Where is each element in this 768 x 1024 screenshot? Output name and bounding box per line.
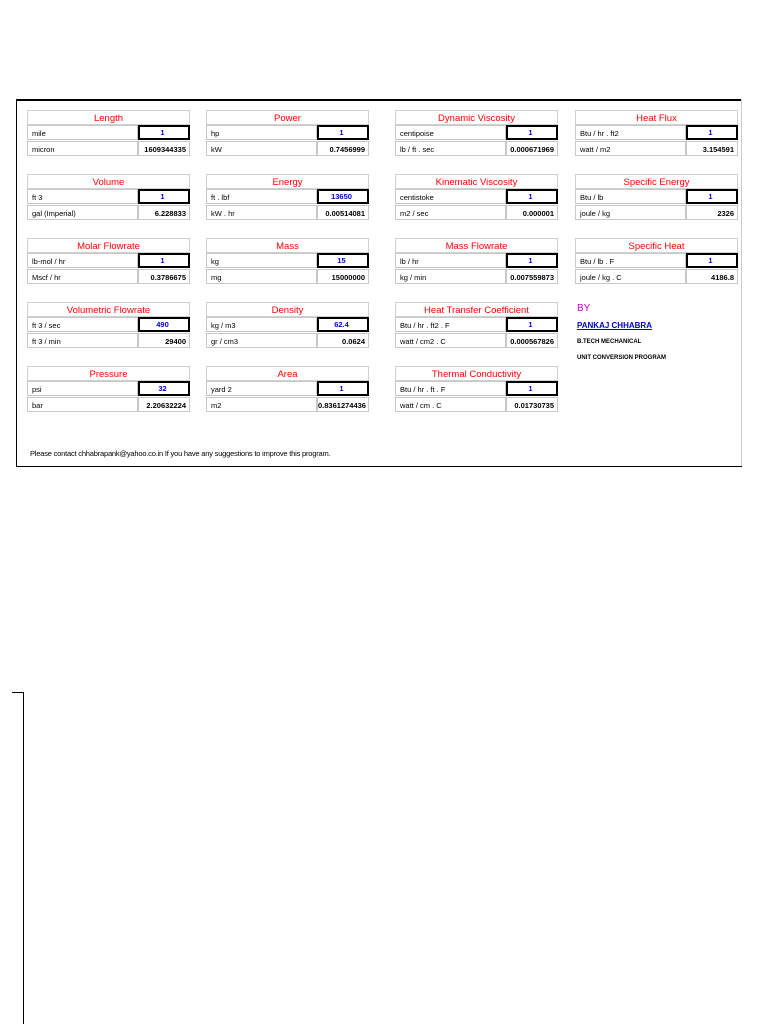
output-unit-label: watt / cm . C <box>395 397 506 412</box>
output-row <box>27 269 190 284</box>
input-row <box>395 125 558 140</box>
output-unit-label: lb / ft . sec <box>395 141 506 156</box>
contact-footer: Please contact chhabrapank@yahoo.co.in If you have any suggestions to improve this program. <box>30 449 331 458</box>
output-unit-label: ft 3 / min <box>27 333 138 348</box>
input-row <box>575 125 738 140</box>
output-value-cell: 6.228833 <box>138 205 190 220</box>
input-row <box>206 253 369 268</box>
output-value-cell: 0.00514081 <box>317 205 369 220</box>
output-unit-label: gr / cm3 <box>206 333 317 348</box>
output-value-cell: 4186.8 <box>686 269 738 284</box>
output-unit-label: m2 <box>206 397 317 412</box>
input-value-cell[interactable]: 1 <box>686 253 738 268</box>
output-value-cell: 0.007559873 <box>506 269 558 284</box>
conversion-box <box>27 302 190 348</box>
input-value-cell[interactable]: 15 <box>317 253 369 268</box>
conversion-title: Thermal Conductivity <box>395 366 558 381</box>
conversion-box <box>206 238 369 284</box>
conversion-title: Volume <box>27 174 190 189</box>
conversion-box <box>395 238 558 284</box>
output-unit-label: mg <box>206 269 317 284</box>
output-row <box>575 141 738 156</box>
output-row <box>206 333 369 348</box>
input-row <box>27 253 190 268</box>
input-value-cell[interactable]: 1 <box>138 125 190 140</box>
author-link[interactable]: PANKAJ CHHABRA <box>577 321 652 330</box>
conversion-title: Mass Flowrate <box>395 238 558 253</box>
output-value-cell: 15000000 <box>317 269 369 284</box>
input-value-cell[interactable]: 1 <box>506 317 558 332</box>
output-value-cell: 29400 <box>138 333 190 348</box>
conversion-title: Dynamic Viscosity <box>395 110 558 125</box>
input-value-cell[interactable]: 1 <box>317 381 369 396</box>
input-unit-label: ft 3 <box>27 189 138 204</box>
output-value-cell: 0.8361274436 <box>317 397 369 412</box>
output-row <box>206 141 369 156</box>
output-value-cell: 0.01730735 <box>506 397 558 412</box>
input-value-cell[interactable]: 1 <box>686 125 738 140</box>
input-row <box>395 189 558 204</box>
input-unit-label: mile <box>27 125 138 140</box>
input-unit-label: Btu / hr . ft2 <box>575 125 686 140</box>
input-unit-label: ft . lbf <box>206 189 317 204</box>
input-value-cell[interactable]: 1 <box>317 125 369 140</box>
conversion-title: Pressure <box>27 366 190 381</box>
output-row <box>395 397 558 412</box>
input-value-cell[interactable]: 1 <box>138 189 190 204</box>
conversion-box <box>575 110 738 156</box>
output-value-cell: 0.3786675 <box>138 269 190 284</box>
input-row <box>575 189 738 204</box>
input-value-cell[interactable]: 1 <box>138 253 190 268</box>
output-row <box>575 205 738 220</box>
input-unit-label: kg <box>206 253 317 268</box>
conversion-title: Specific Energy <box>575 174 738 189</box>
output-row <box>206 205 369 220</box>
conversion-title: Heat Transfer Coefficient <box>395 302 558 317</box>
output-unit-label: kW . hr <box>206 205 317 220</box>
page-bracket-side <box>23 692 24 1024</box>
output-row <box>395 205 558 220</box>
conversion-title: Volumetric Flowrate <box>27 302 190 317</box>
input-unit-label: centistoke <box>395 189 506 204</box>
output-value-cell: 0.000671969 <box>506 141 558 156</box>
input-unit-label: centipoise <box>395 125 506 140</box>
sheet-right-border <box>741 99 742 467</box>
output-row <box>27 333 190 348</box>
author-degree: B.TECH MECHANICAL <box>577 339 642 345</box>
output-row <box>395 269 558 284</box>
input-row <box>27 189 190 204</box>
conversion-box <box>575 174 738 220</box>
output-value-cell: 0.000567826 <box>506 333 558 348</box>
input-row <box>206 317 369 332</box>
output-unit-label: bar <box>27 397 138 412</box>
conversion-box <box>395 174 558 220</box>
output-unit-label: joule / kg <box>575 205 686 220</box>
input-row <box>206 125 369 140</box>
input-row <box>206 381 369 396</box>
conversion-box <box>395 302 558 348</box>
output-unit-label: watt / m2 <box>575 141 686 156</box>
output-value-cell: 2326 <box>686 205 738 220</box>
conversion-title: Molar Flowrate <box>27 238 190 253</box>
input-value-cell[interactable]: 1 <box>506 381 558 396</box>
conversion-title: Heat Flux <box>575 110 738 125</box>
input-value-cell[interactable]: 490 <box>138 317 190 332</box>
input-unit-label: kg / m3 <box>206 317 317 332</box>
program-name: UNIT CONVERSION PROGRAM <box>577 355 667 361</box>
input-row <box>27 317 190 332</box>
output-value-cell: 0.000001 <box>506 205 558 220</box>
conversion-title: Kinematic Viscosity <box>395 174 558 189</box>
input-value-cell[interactable]: 32 <box>138 381 190 396</box>
output-unit-label: watt / cm2 . C <box>395 333 506 348</box>
output-value-cell: 0.7456999 <box>317 141 369 156</box>
input-unit-label: Btu / hr . ft2 . F <box>395 317 506 332</box>
conversion-box <box>27 174 190 220</box>
input-row <box>395 253 558 268</box>
input-unit-label: Btu / lb <box>575 189 686 204</box>
output-row <box>27 141 190 156</box>
conversion-box <box>27 366 190 412</box>
input-value-cell[interactable]: 1 <box>506 253 558 268</box>
output-row <box>206 269 369 284</box>
sheet-bottom-border <box>16 466 742 467</box>
output-row <box>27 205 190 220</box>
input-row <box>575 253 738 268</box>
conversion-title: Specific Heat <box>575 238 738 253</box>
sheet-left-border <box>16 99 17 466</box>
conversion-title: Density <box>206 302 369 317</box>
input-value-cell[interactable]: 1 <box>506 125 558 140</box>
input-value-cell[interactable]: 62.4 <box>317 317 369 332</box>
input-row <box>395 317 558 332</box>
output-unit-label: micron <box>27 141 138 156</box>
input-value-cell[interactable]: 13650 <box>317 189 369 204</box>
by-label: BY <box>577 303 591 314</box>
input-unit-label: ft 3 / sec <box>27 317 138 332</box>
conversion-box <box>27 238 190 284</box>
output-unit-label: kg / min <box>395 269 506 284</box>
input-value-cell[interactable]: 1 <box>506 189 558 204</box>
conversion-title: Energy <box>206 174 369 189</box>
input-value-cell[interactable]: 1 <box>686 189 738 204</box>
conversion-box <box>395 110 558 156</box>
output-value-cell: 0.0624 <box>317 333 369 348</box>
input-row <box>27 381 190 396</box>
output-row <box>27 397 190 412</box>
output-unit-label: m2 / sec <box>395 205 506 220</box>
input-unit-label: hp <box>206 125 317 140</box>
conversion-box <box>395 366 558 412</box>
output-unit-label: kW <box>206 141 317 156</box>
output-value-cell: 2.20632224 <box>138 397 190 412</box>
input-row <box>27 125 190 140</box>
output-row <box>395 141 558 156</box>
output-value-cell: 1609344335 <box>138 141 190 156</box>
input-row <box>206 189 369 204</box>
output-row <box>575 269 738 284</box>
output-unit-label: gal (Imperial) <box>27 205 138 220</box>
conversion-title: Mass <box>206 238 369 253</box>
input-unit-label: psi <box>27 381 138 396</box>
sheet-top-border <box>16 99 742 101</box>
output-value-cell: 3.154591 <box>686 141 738 156</box>
input-unit-label: yard 2 <box>206 381 317 396</box>
conversion-title: Area <box>206 366 369 381</box>
conversion-box <box>206 366 369 412</box>
conversion-title: Power <box>206 110 369 125</box>
input-unit-label: Btu / lb . F <box>575 253 686 268</box>
conversion-box <box>575 238 738 284</box>
input-unit-label: lb-mol / hr <box>27 253 138 268</box>
conversion-title: Length <box>27 110 190 125</box>
output-unit-label: Mscf / hr <box>27 269 138 284</box>
output-row <box>395 333 558 348</box>
output-row <box>206 397 369 412</box>
conversion-box <box>27 110 190 156</box>
input-row <box>395 381 558 396</box>
conversion-box <box>206 174 369 220</box>
input-unit-label: lb / hr <box>395 253 506 268</box>
conversion-box <box>206 110 369 156</box>
input-unit-label: Btu / hr . ft . F <box>395 381 506 396</box>
conversion-box <box>206 302 369 348</box>
output-unit-label: joule / kg . C <box>575 269 686 284</box>
